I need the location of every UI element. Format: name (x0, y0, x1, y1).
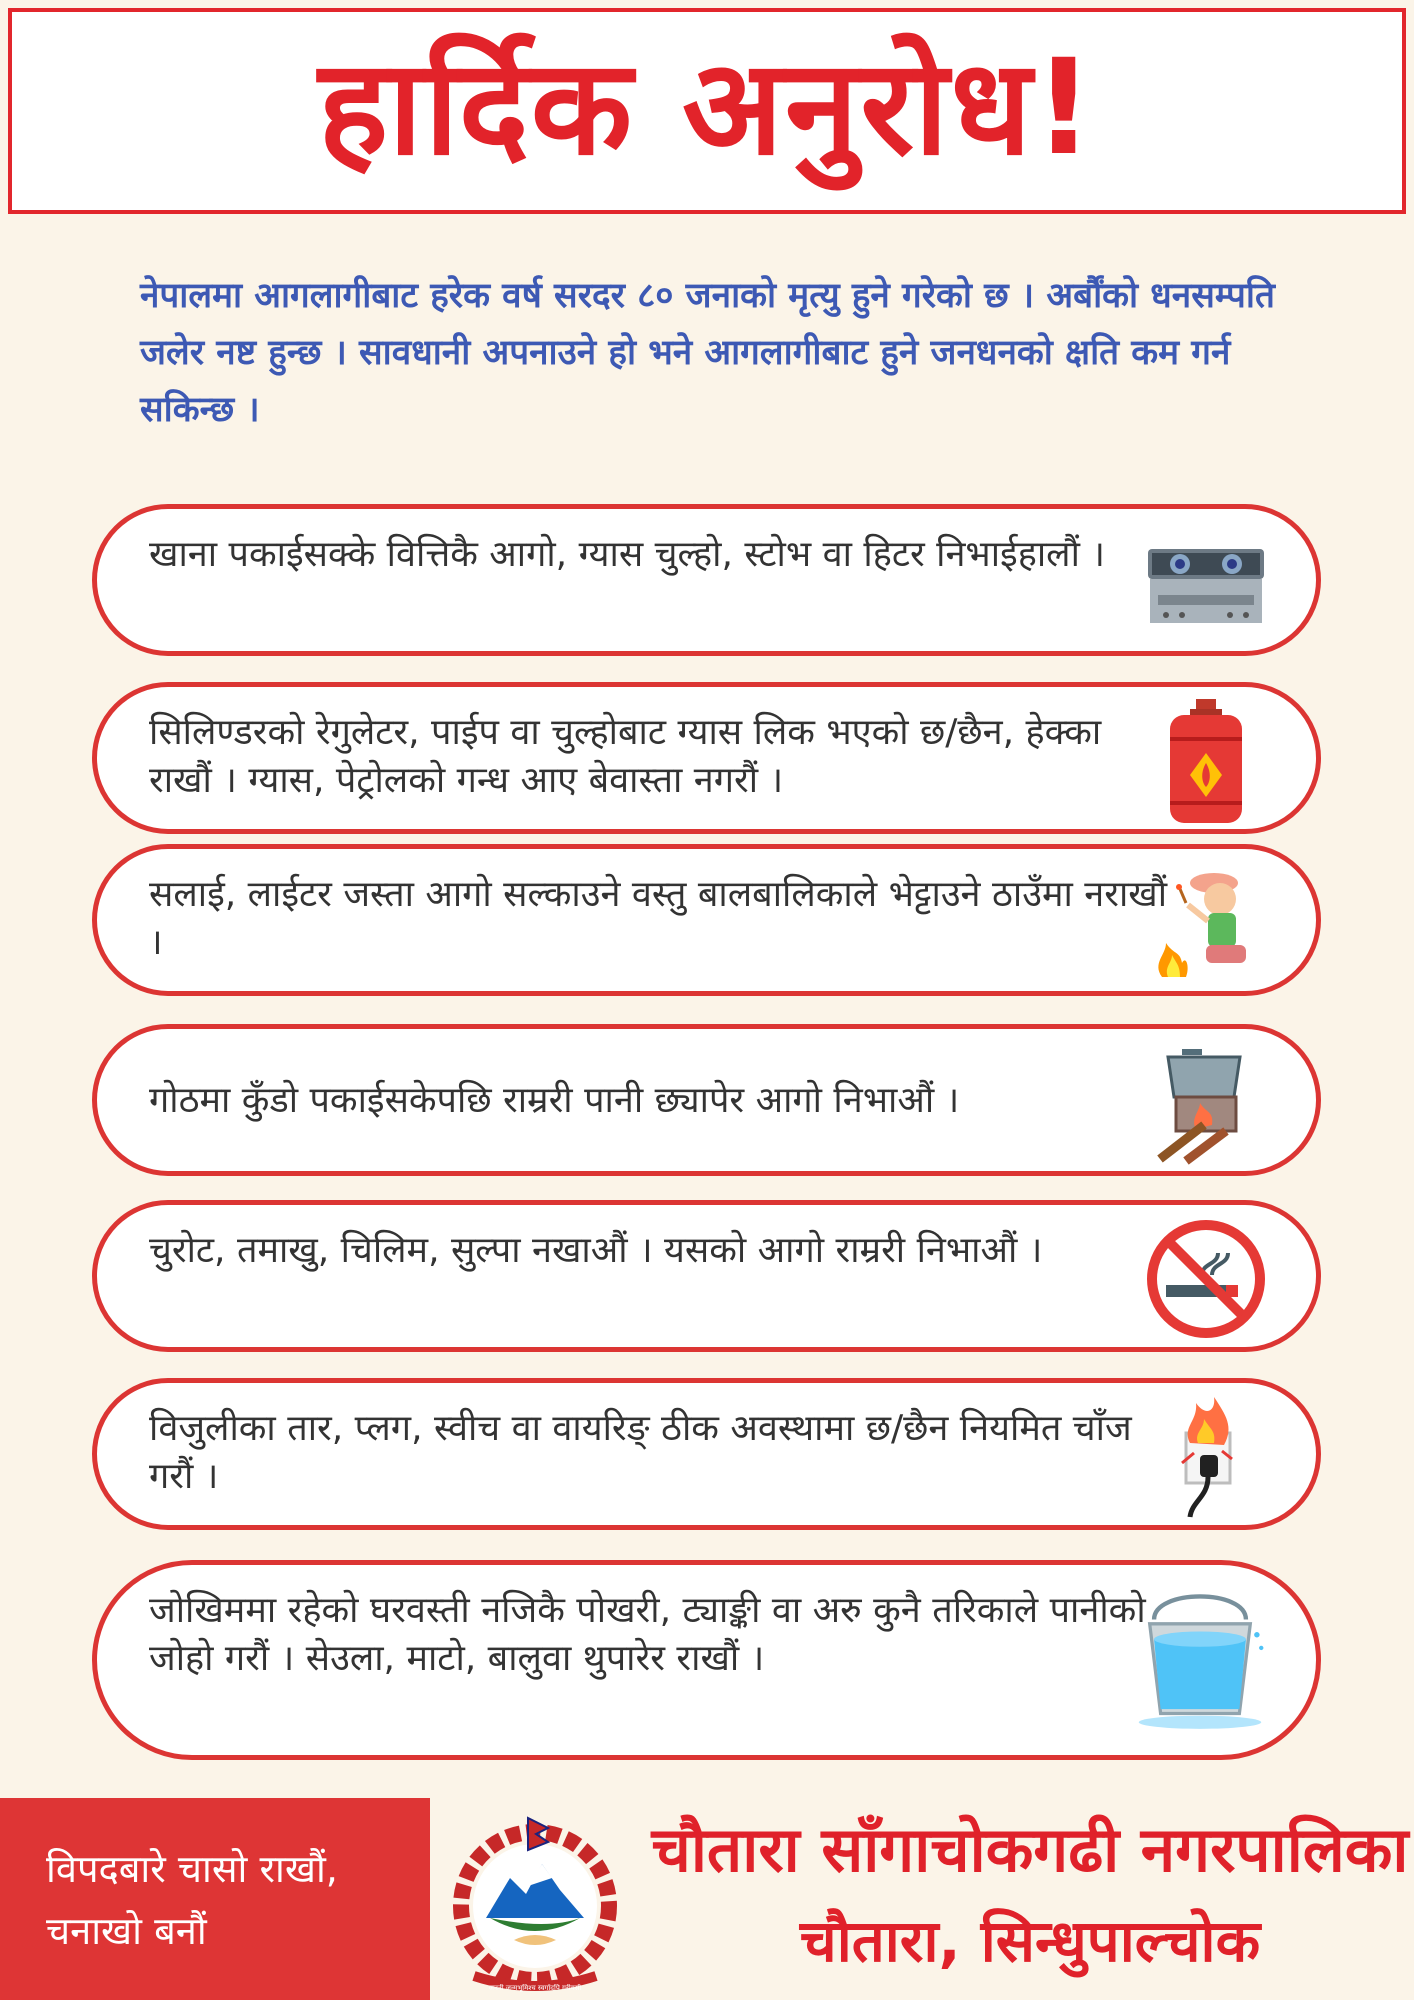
nepal-emblem-logo (430, 1798, 640, 2000)
tip-card (92, 1200, 1321, 1352)
page-title: हार्दिक अनुरोध! (318, 31, 1096, 185)
tip-text: सलाई, लाईटर जस्ता आगो सल्काउने वस्तु बालबालिकाले भेट्टाउने ठाउँमा नराखौं । (149, 874, 1168, 963)
burning-plug-icon (1142, 1393, 1270, 1521)
footer-org-panel (430, 1798, 1414, 2000)
no-smoking-icon (1142, 1215, 1270, 1343)
slogan-line-2: चनाखो बनौं (46, 1909, 207, 1953)
header (0, 0, 1414, 222)
header-box (8, 8, 1406, 214)
tip-text: विजुलीका तार, प्लग, स्वीच वा वायरिङ् ठीक अवस्थामा छ/छैन नियमित चाँज गरौं । (149, 1408, 1132, 1497)
gas-stove-icon (1142, 519, 1270, 647)
tip-card (92, 682, 1321, 834)
footer-slogan (46, 1838, 338, 1962)
tip-card (92, 1560, 1321, 1760)
tip-card (92, 1024, 1321, 1176)
tip-card (92, 504, 1321, 656)
tip-text: चुरोट, तमाखु, चिलिम, सुल्पा नखाऔं । यसको आगो राम्ररी निभाऔं । (149, 1230, 1043, 1271)
water-bucket-icon (1130, 1591, 1270, 1731)
footer-slogan-panel (0, 1798, 430, 2000)
tip-text: जोखिममा रहेको घरवस्ती नजिकै पोखरी, ट्याङ्की वा अरु कुनै तरिकाले पानीको जोहो गरौं । सेउला, माटो, बालुवा थुपारेर राखौं । (149, 1590, 1146, 1679)
emblem-motto: जननी जन्मभूमिश्च स्वर्गादपि गरीयसी (488, 1984, 582, 1992)
tip-text: गोठमा कुँडो पकाईसकेपछि राम्ररी पानी छ्यापेर आगो निभाऔं । (149, 1080, 960, 1121)
tip-card (92, 844, 1321, 996)
tip-text: सिलिण्डरको रेगुलेटर, पाईप वा चुल्होबाट ग्यास लिक भएको छ/छैन, हेक्का राखौं । ग्यास, पेट्रोलको गन्ध आए बेवास्ता नगरौं । (149, 712, 1102, 801)
tip-card (92, 1378, 1321, 1530)
municipality-location: चौतारा, सिन्धुपाल्चोक (799, 1907, 1261, 1975)
cooking-pot-fire-icon (1142, 1039, 1270, 1167)
intro-paragraph: नेपालमा आगलागीबाट हरेक वर्ष सरदर ८० जनाको मृत्यु हुने गरेको छ । अर्बौंको धनसम्पति जलेर नष्ट हुन्छ । सावधानी अपनाउने हो भने आगलागीबाट हुने जनधनको क्षति कम गर्न सकिन्छ । (140, 276, 1275, 430)
municipality-name: चौतारा साँगाचोकगढी नगरपालिका (651, 1813, 1409, 1886)
child-with-match-icon (1142, 859, 1270, 987)
gas-cylinder-icon (1142, 697, 1270, 825)
slogan-line-1: विपदबारे चासो राखौं, (46, 1847, 338, 1891)
tip-text: खाना पकाईसक्के वित्तिकै आगो, ग्यास चुल्हो, स्टोभ वा हिटर निभाईहालौं । (149, 534, 1105, 575)
